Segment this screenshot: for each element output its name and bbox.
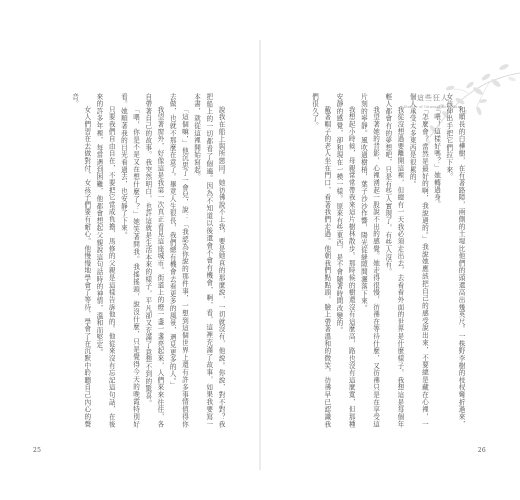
paragraph: 我想起小時候，母親常常帶我來這片樹林散步。那時候的樹還沒有這麼高，路也沒有這麼寬，但那種安靜的感覺，卻和現在一模一樣。原來有些東西，是不會隨著時間改變的。 [334, 93, 356, 428]
page-number-right: 26 [477, 447, 486, 454]
book-gutter [259, 40, 261, 470]
paragraph: 「怎麼會？當然是最好的啊，我說過的。」我說她應該把自己的感受說出來，不要總是藏在心裡，一個人承受太多東西是很累的。 [408, 93, 429, 428]
running-head-subtitle: Stories of Unusual Rebellions [403, 105, 462, 109]
paragraph: 「喂！這樣好嗎？」她轉過身。 [432, 106, 441, 209]
left-page-text [32, 93, 227, 428]
running-head-title: 這些狂人 [416, 94, 449, 102]
right-page [262, 0, 520, 500]
paragraph: 我望著她的背影，心裡湧起一股說不出的感覺。她走得很慢，彷彿在等待什麼，又彷彿只是在享受這片刻的寧靜。風吹過樹梢，葉子沙沙作響，陽光從縫隙間灑落下來。 [359, 93, 380, 428]
left-page [0, 0, 258, 500]
paragraph: 戴著帽子的老人坐在門口，看著我們走過。他朝我們點點頭，臉上帶著溫和的微笑，彷彿早已認識我們很久了。 [310, 93, 331, 428]
paragraph: 只要我們自由自在，不要把它當成負擔，馬修的父親是這樣告訴他的。他從來沒有忘記這句話，在後來的許多年裡，每當遇到困難，他都會想起父親說這句話時的神情，溫和而堅定。 [94, 93, 116, 428]
page-number-left: 25 [33, 447, 42, 454]
paragraph: 和順長的白樺樹，在有著路障，兩側的土堤比他們的頭還高出幾英尺。一株野李樹的枝杈彎折過來，女孩伸出手把它們拉下來。 [444, 93, 465, 428]
paragraph: 「這個嘛，」他沉思了一會兒，說：「我認為你說的那件事，一想到這個世界上還有許多事情值得你去做，也就不那麼在意了。畢竟人生很長，我們總有機會去看更多的風景，遇見更多的人。」 [168, 93, 189, 428]
paragraph: 「喂，你是不是又在想什麼了？」她笑著問我。我搖搖頭，說沒什麼，只是覺得今天的晚霞特別好看。她順著我的目光看過去，也安靜了下來。 [119, 93, 140, 428]
paragraph: 我從沒想過要離開這裡，但總有一天我必須走出去，去看看外面的世界是什麼樣子。我想這是每個年輕人都會有的夢想吧，只是有些人實現了，有些人沒有。 [383, 93, 404, 428]
right-page-text [287, 93, 467, 428]
paragraph: 說我在船上與所戀同。她彷彿說不上我，要是她真的那麼說，一切就沒有，他說。你說，對不對？我把船上的一切都看了個遍。因為不知道以後還會不會有機會，啊，看，這裡充滿了故事，如果我要寫一本書，就從這裡開始寫起。 [192, 93, 225, 428]
paragraph: 女人們習在去做對付，女孩子們要有耐心。他慢慢地學會了等待，學會了在沉默中聆聽自己內心的聲音。 [70, 93, 91, 428]
paragraph: 我望著窗外，好像這是我第一次真正看見這座城市。街道上的燈一盞一盞亮起來，人們來來往往，各自帶著自己的故事。我突然明白，也許這就是生活本來的樣子，平凡卻又充滿了意想不到的驚喜。 [143, 93, 164, 428]
